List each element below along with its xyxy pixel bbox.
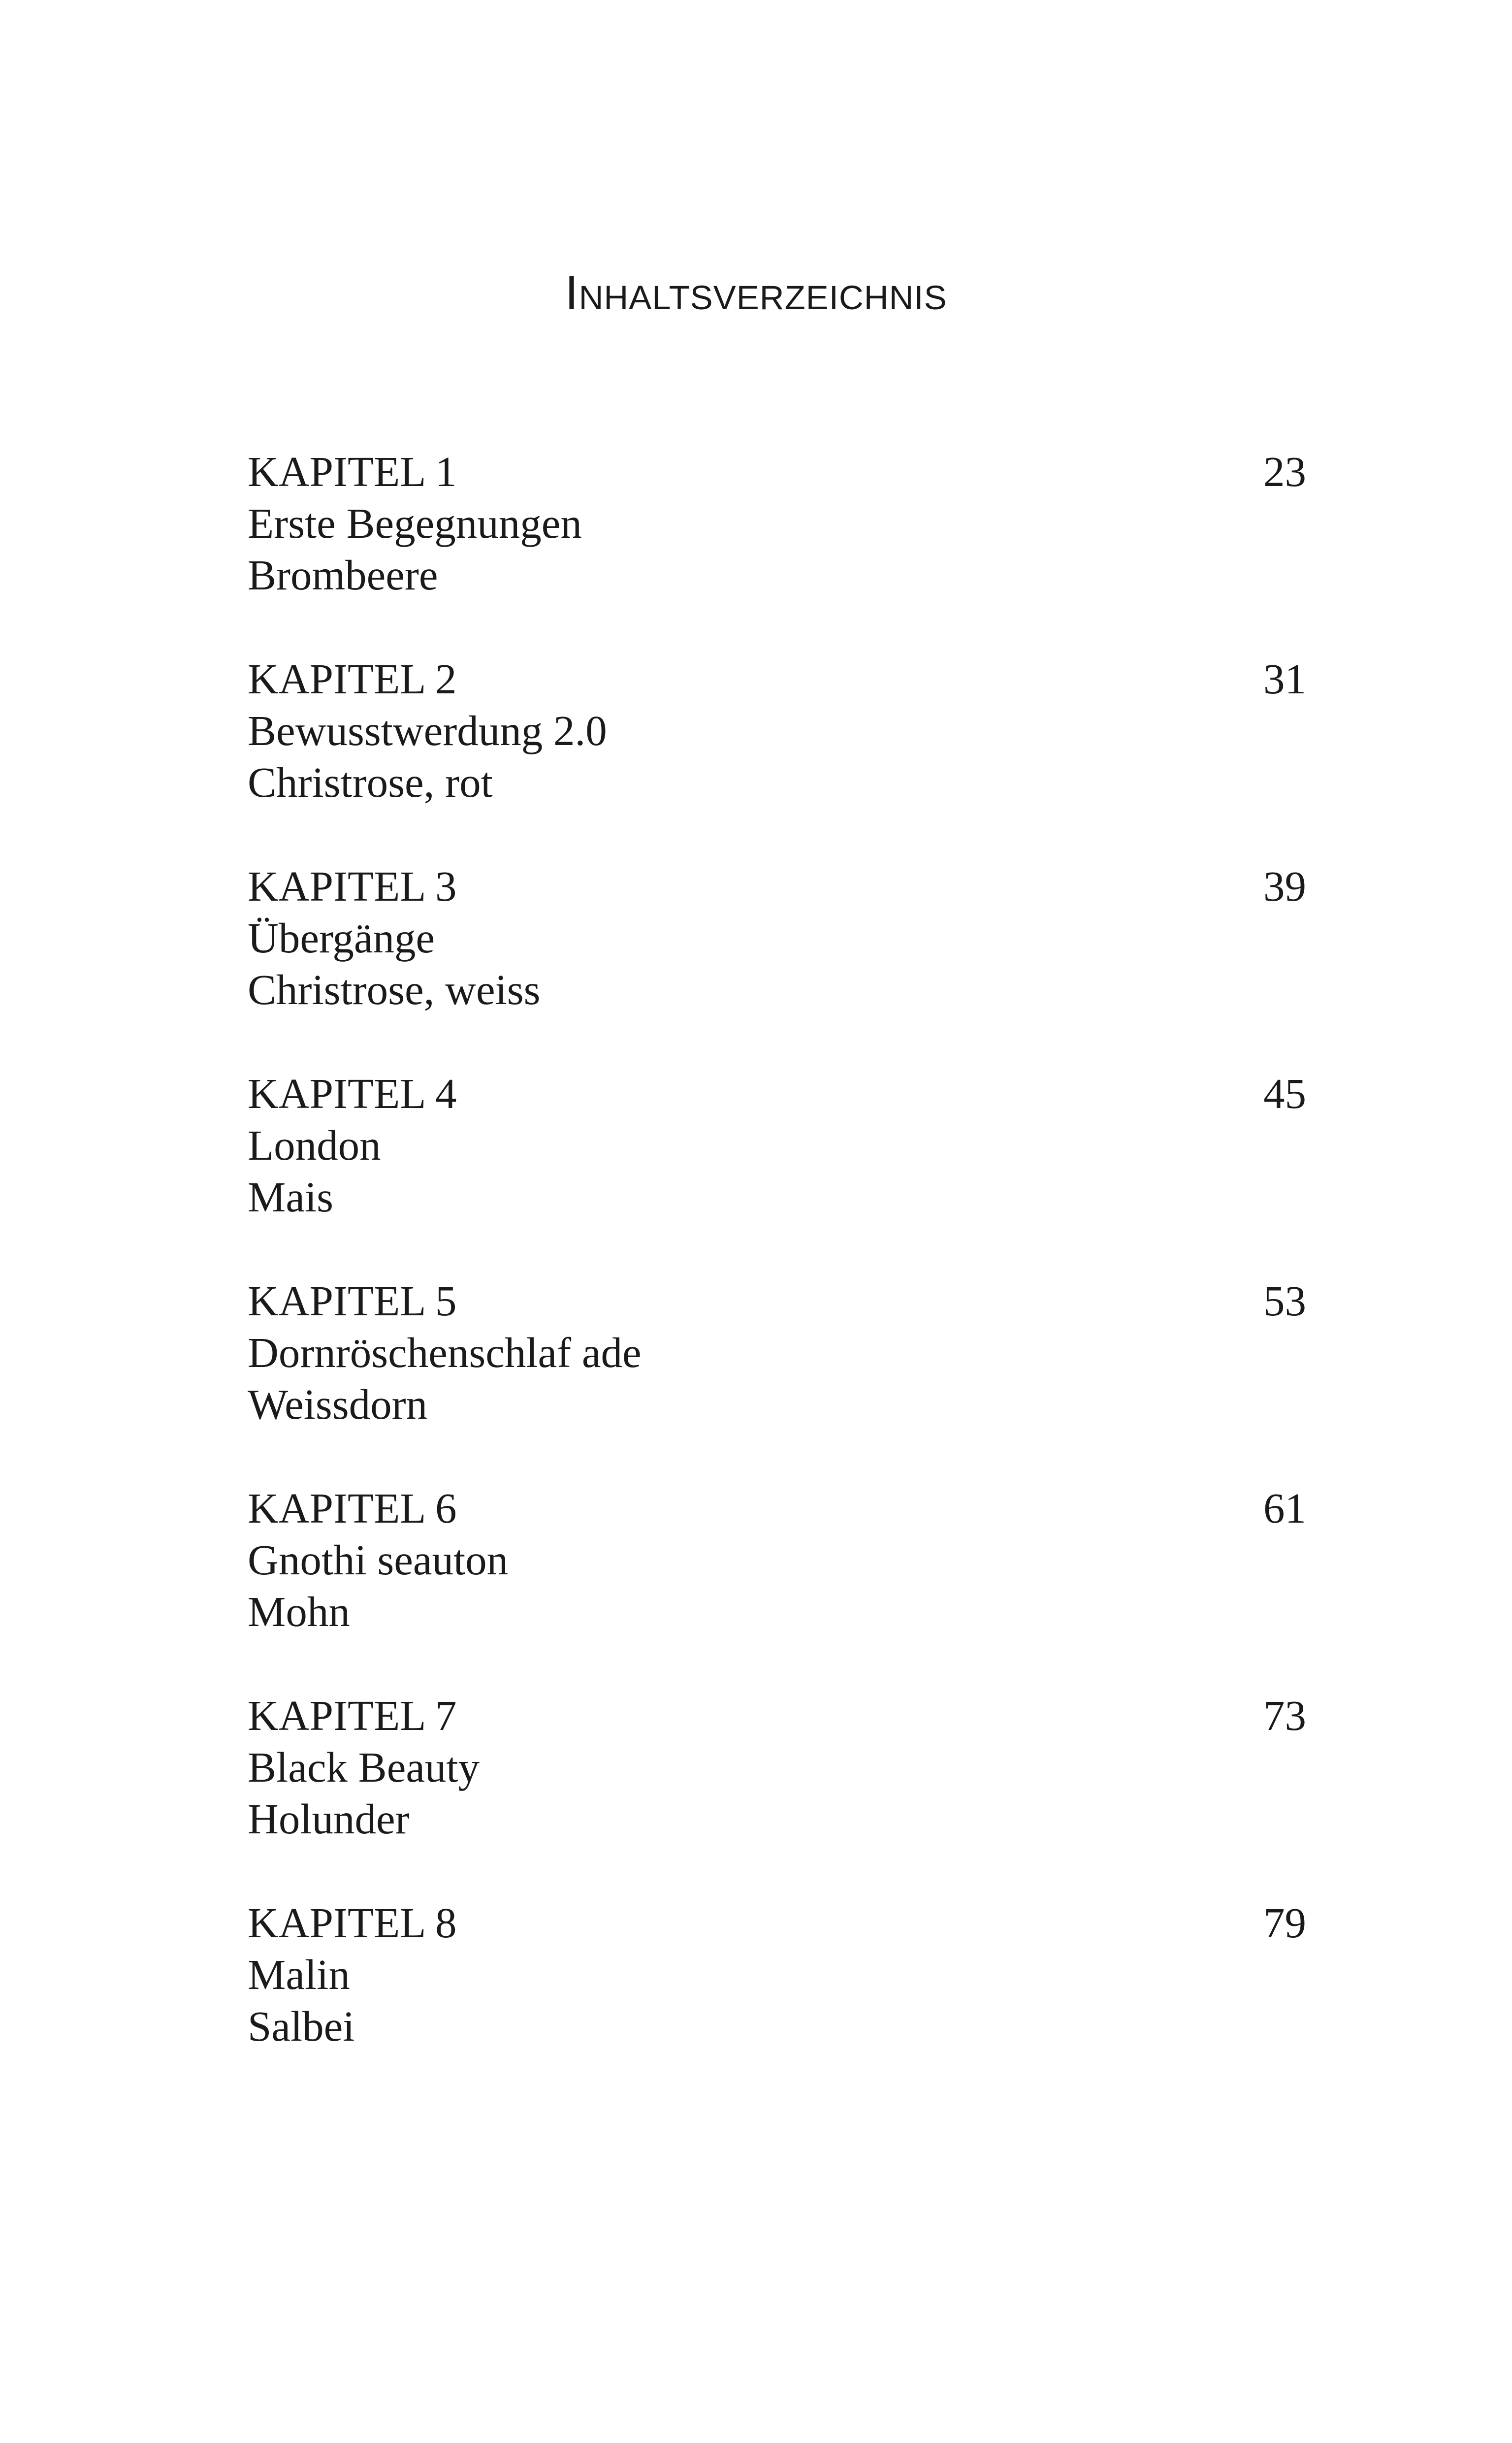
- toc-chapter-row: [248, 1482, 1306, 1534]
- chapter-title: Malin: [248, 1951, 350, 1998]
- chapter-subtitle: Mohn: [248, 1588, 350, 1635]
- toc-entry-8: [248, 1897, 1306, 2104]
- page-number: 39: [1263, 862, 1306, 910]
- page-number: 53: [1263, 1277, 1306, 1325]
- chapter-label: KAPITEL 6: [248, 1484, 457, 1532]
- page-title: Inhaltsverzeichnis: [565, 265, 947, 320]
- chapter-label: KAPITEL 5: [248, 1277, 457, 1325]
- chapter-subtitle: Weissdorn: [248, 1380, 428, 1428]
- page-number: 23: [1263, 448, 1306, 495]
- page-number: 61: [1263, 1484, 1306, 1532]
- page-number: 31: [1263, 655, 1306, 703]
- table-of-contents: [248, 446, 1306, 2104]
- toc-chapter-row: [248, 1690, 1306, 1741]
- page-number: 45: [1263, 1070, 1306, 1117]
- chapter-label: KAPITEL 4: [248, 1070, 457, 1117]
- page-number: 73: [1263, 1692, 1306, 1739]
- toc-chapter-row: [248, 653, 1306, 705]
- toc-entry-3: [248, 860, 1306, 1068]
- chapter-title: Dornröschenschlaf ade: [248, 1329, 642, 1376]
- toc-chapter-row: [248, 1275, 1306, 1327]
- chapter-subtitle: Christrose, rot: [248, 758, 493, 806]
- chapter-label: KAPITEL 2: [248, 655, 457, 703]
- chapter-subtitle: Salbei: [248, 2002, 355, 2050]
- chapter-label: KAPITEL 3: [248, 862, 457, 910]
- chapter-subtitle: Mais: [248, 1173, 333, 1221]
- chapter-title: Erste Begegnungen: [248, 499, 582, 547]
- toc-chapter-row: [248, 860, 1306, 912]
- chapter-label: KAPITEL 8: [248, 1899, 457, 1947]
- chapter-subtitle: Christrose, weiss: [248, 966, 541, 1013]
- toc-entry-2: [248, 653, 1306, 860]
- page-number: 79: [1263, 1899, 1306, 1947]
- toc-entry-5: [248, 1275, 1306, 1482]
- chapter-subtitle: Holunder: [248, 1795, 410, 1843]
- toc-entry-1: [248, 446, 1306, 653]
- toc-chapter-row: [248, 1068, 1306, 1119]
- chapter-title: Gnothi seauton: [248, 1536, 509, 1584]
- chapter-title: Black Beauty: [248, 1743, 480, 1791]
- chapter-title: Übergänge: [248, 914, 435, 962]
- chapter-subtitle: Brombeere: [248, 551, 438, 599]
- toc-entry-6: [248, 1482, 1306, 1690]
- chapter-label: KAPITEL 7: [248, 1692, 457, 1739]
- toc-chapter-row: [248, 446, 1306, 497]
- toc-chapter-row: [248, 1897, 1306, 1949]
- toc-entry-7: [248, 1690, 1306, 1897]
- chapter-title: Bewusstwerdung 2.0: [248, 707, 607, 754]
- chapter-label: KAPITEL 1: [248, 448, 457, 495]
- chapter-title: London: [248, 1121, 381, 1169]
- toc-entry-4: [248, 1068, 1306, 1275]
